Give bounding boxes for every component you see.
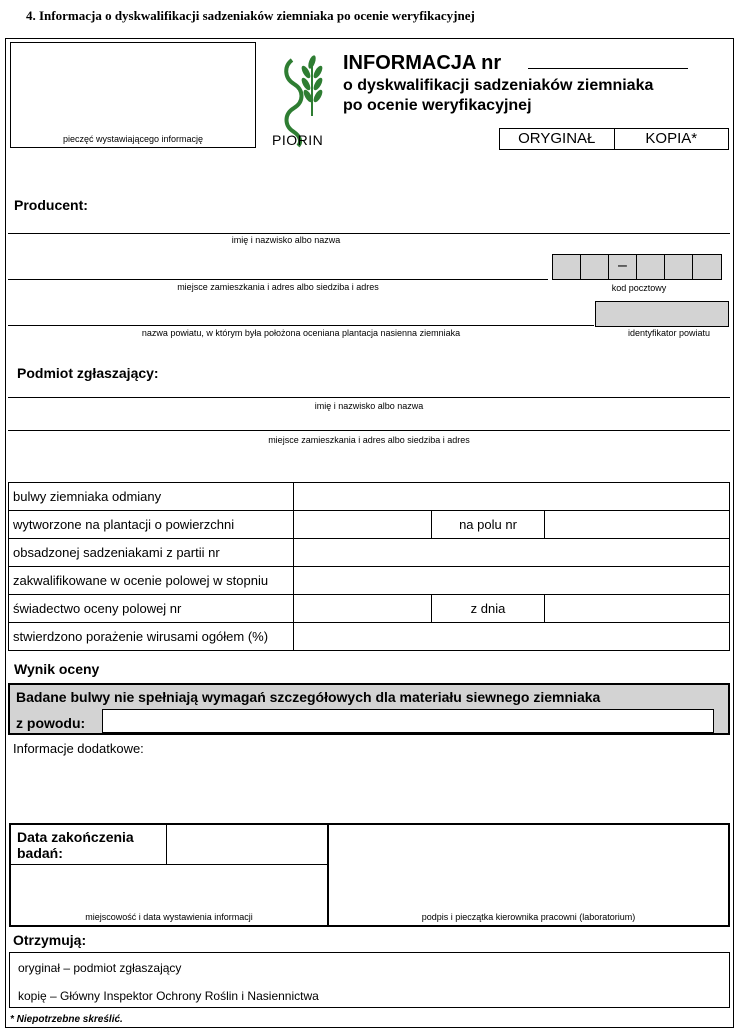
certificate-label: świadectwo oceny polowej nr bbox=[9, 595, 294, 623]
signature-caption: podpis i pieczątka kierownika pracowni (laboratorium) bbox=[421, 912, 636, 922]
producer-name-caption: imię i nazwisko albo nazwa bbox=[231, 235, 341, 245]
table-row bbox=[9, 483, 730, 511]
tuber-info-table bbox=[8, 482, 730, 651]
postal-digit[interactable] bbox=[581, 255, 609, 279]
subtitle-line-1: o dyskwalifikacji sadzeniaków ziemniaka bbox=[343, 77, 654, 94]
signature-box bbox=[9, 823, 730, 927]
postal-digit[interactable] bbox=[553, 255, 581, 279]
date-field[interactable] bbox=[545, 595, 730, 623]
lot-field[interactable] bbox=[294, 539, 730, 567]
district-line[interactable] bbox=[8, 325, 594, 326]
district-id-caption: identyfikator powiatu bbox=[627, 328, 711, 338]
lot-label: obsadzonej sadzeniakami z partii nr bbox=[9, 539, 294, 567]
postal-digit[interactable] bbox=[665, 255, 693, 279]
title-number-line[interactable] bbox=[528, 68, 688, 69]
district-id-field[interactable] bbox=[595, 301, 729, 327]
postal-digit[interactable] bbox=[637, 255, 665, 279]
copy-type-box bbox=[499, 128, 729, 150]
recipients-title: Otrzymują: bbox=[13, 932, 87, 948]
postal-digit[interactable] bbox=[693, 255, 721, 279]
district-caption: nazwa powiatu, w którym była położona oceniana plantacja nasienna ziemniaka bbox=[141, 328, 461, 338]
producer-name-line[interactable] bbox=[8, 233, 730, 234]
variety-label: bulwy ziemniaka odmiany bbox=[9, 483, 294, 511]
table-row bbox=[9, 539, 730, 567]
additional-info-label: Informacje dodatkowe: bbox=[13, 741, 144, 756]
grade-label: zakwalifikowane w ocenie polowej w stopniu bbox=[9, 567, 294, 595]
end-date-label: Data zakończenia badań: bbox=[11, 825, 167, 865]
postal-dash: – bbox=[609, 255, 637, 279]
grade-field[interactable] bbox=[294, 567, 730, 595]
reason-field[interactable] bbox=[102, 709, 714, 733]
field-no-label: na polu nr bbox=[432, 511, 545, 539]
result-title: Wynik oceny bbox=[14, 661, 100, 677]
area-field[interactable] bbox=[294, 511, 432, 539]
result-box bbox=[8, 683, 730, 735]
place-date-section bbox=[11, 825, 329, 925]
recipients-box bbox=[9, 952, 730, 1008]
applicant-name-line[interactable] bbox=[8, 397, 730, 398]
area-label: wytworzone na plantacji o powierzchni bbox=[9, 511, 294, 539]
logo-text: PIORIN bbox=[272, 132, 324, 148]
table-row bbox=[9, 567, 730, 595]
document-subtitle bbox=[343, 76, 653, 116]
recipient-copy: kopię – Główny Inspektor Ochrony Roślin i Nasiennictwa bbox=[18, 989, 319, 1003]
footnote: * Niepotrzebne skreślić. bbox=[10, 1014, 123, 1025]
section-heading: 4. Informacja o dyskwalifikacji sadzeniaków ziemniaka po ocenie weryfikacyjnej bbox=[26, 8, 475, 23]
copy-option[interactable]: KOPIA* bbox=[645, 130, 698, 147]
table-row bbox=[9, 511, 730, 539]
certificate-field[interactable] bbox=[294, 595, 432, 623]
table-row bbox=[9, 595, 730, 623]
original-option[interactable]: ORYGINAŁ bbox=[500, 129, 615, 149]
result-statement: Badane bulwy nie spełniają wymagań szczegółowych dla materiału siewnego ziemniaka bbox=[16, 689, 601, 705]
document-title: INFORMACJA nr bbox=[343, 52, 502, 74]
producer-title: Producent: bbox=[14, 197, 88, 213]
recipient-original: oryginał – podmiot zgłaszający bbox=[18, 961, 182, 975]
place-date-caption: miejscowość i data wystawienia informacji bbox=[85, 912, 253, 922]
end-date-field[interactable] bbox=[167, 825, 327, 865]
stamp-caption: pieczęć wystawiającego informację bbox=[62, 134, 204, 144]
field-no-field[interactable] bbox=[545, 511, 730, 539]
variety-field[interactable] bbox=[294, 483, 730, 511]
postal-code-caption: kod pocztowy bbox=[611, 283, 667, 293]
virus-label: stwierdzono porażenie wirusami ogółem (%) bbox=[9, 623, 294, 651]
postal-code-field[interactable] bbox=[552, 254, 722, 280]
applicant-name-caption: imię i nazwisko albo nazwa bbox=[314, 401, 424, 411]
virus-field[interactable] bbox=[294, 623, 730, 651]
stamp-box bbox=[10, 42, 256, 148]
applicant-address-caption: miejsce zamieszkania i adres albo siedziba i adres bbox=[268, 435, 470, 445]
applicant-title: Podmiot zgłaszający: bbox=[17, 365, 159, 381]
subtitle-line-2: po ocenie weryfikacyjnej bbox=[343, 97, 532, 114]
reason-label: z powodu: bbox=[16, 715, 86, 731]
table-row bbox=[9, 623, 730, 651]
date-label: z dnia bbox=[432, 595, 545, 623]
producer-address-line[interactable] bbox=[8, 279, 548, 280]
producer-address-caption: miejsce zamieszkania i adres albo siedziba i adres bbox=[177, 282, 379, 292]
applicant-address-line[interactable] bbox=[8, 430, 730, 431]
